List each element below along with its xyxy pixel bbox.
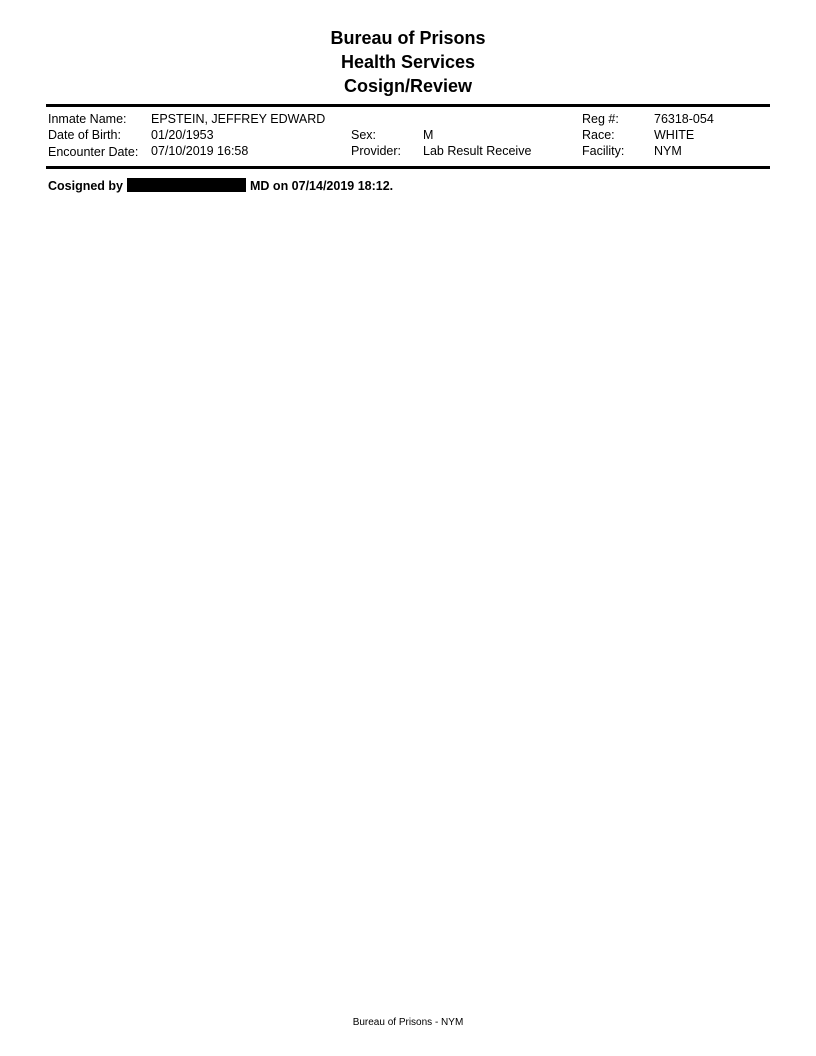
- top-divider: [46, 104, 770, 107]
- race-value: WHITE: [654, 128, 695, 142]
- provider-value: Lab Result Receive: [423, 144, 532, 158]
- reg-number-value: 76318-054: [654, 112, 714, 126]
- reg-number-label: Reg #:: [582, 112, 619, 126]
- cosign-prefix: Cosigned by: [48, 179, 124, 193]
- page-footer: Bureau of Prisons - NYM: [352, 1017, 464, 1028]
- redaction-box: [127, 178, 246, 192]
- inmate-name-label: Inmate Name:: [48, 112, 127, 126]
- department-title: Health Services: [340, 52, 476, 72]
- race-label: Race:: [582, 128, 615, 142]
- encounter-date-label: Encounter Date:: [48, 145, 139, 159]
- document-title: Cosign/Review: [343, 76, 473, 96]
- cosign-suffix: MD on 07/14/2019 18:12.: [250, 179, 394, 193]
- document-header: [0, 26, 816, 98]
- dob-value: 01/20/1953: [151, 128, 214, 142]
- bottom-divider: [46, 166, 770, 169]
- sex-label: Sex:: [351, 128, 377, 142]
- agency-title: Bureau of Prisons: [330, 28, 486, 48]
- cosign-statement: [48, 178, 393, 193]
- facility-label: Facility:: [582, 144, 625, 158]
- provider-label: Provider:: [351, 144, 402, 158]
- inmate-name-value: EPSTEIN, JEFFREY EDWARD: [151, 112, 326, 126]
- facility-value: NYM: [654, 144, 682, 158]
- dob-label: Date of Birth:: [48, 128, 121, 142]
- encounter-date-value: 07/10/2019 16:58: [151, 144, 249, 158]
- sex-value: M: [423, 128, 434, 142]
